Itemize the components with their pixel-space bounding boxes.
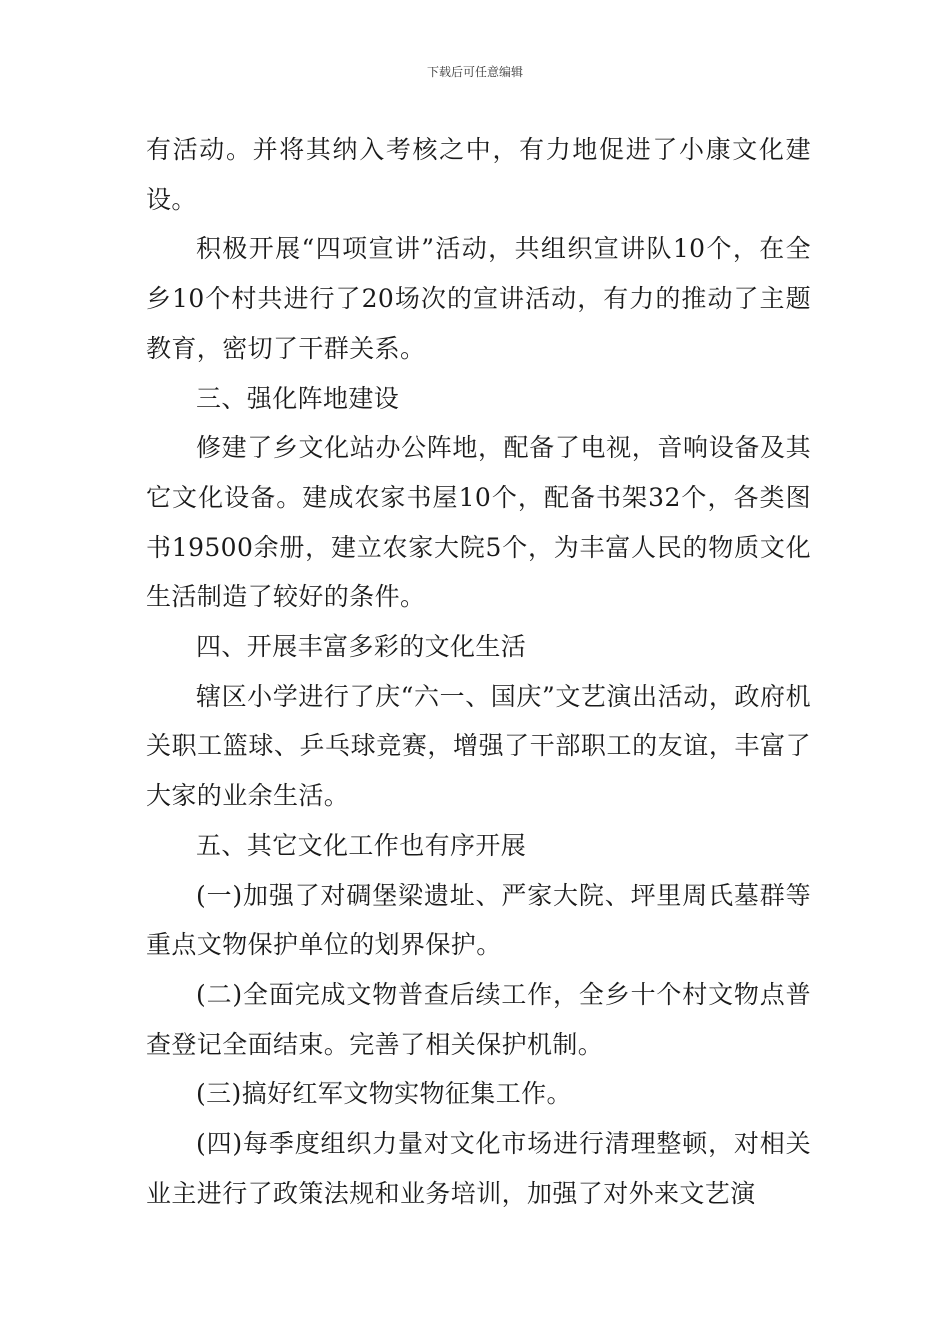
section-heading-3: 三、强化阵地建设 [196, 383, 400, 413]
list-item-3: (三)搞好红军文物实物征集工作。 [196, 1079, 572, 1109]
page-header: 下载后可任意编辑 [426, 65, 523, 79]
paragraph-activities: 辖区小学进行了庆“六一、国庆”文艺演出活动，政府机关职工篮球、乒乓球竞赛，增强了干部职工的友谊，丰富了大家的业余生活。 [146, 681, 811, 811]
paragraph-facilities: 修建了乡文化站办公阵地，配备了电视，音响设备及其它文化设备。建成农家书屋10个，配备书架32个，各类图书19500余册，建立农家大院5个，为丰富人民的物质文化生活制造了较好的条件。 [146, 433, 811, 612]
list-item-1: (一)加强了对碉堡梁遗址、严家大院、坪里周氏墓群等重点文物保护单位的划界保护。 [146, 880, 811, 960]
section-heading-4: 四、开展丰富多彩的文化生活 [196, 632, 527, 662]
paragraph-propaganda: 积极开展“四项宣讲”活动，共组织宣讲队10个，在全乡10个村共进行了20场次的宣讲活动，有力的推动了主题教育，密切了干群关系。 [146, 234, 811, 363]
document-body [146, 125, 811, 1218]
list-item-2: (二)全面完成文物普查后续工作，全乡十个村文物点普查登记全面结束。完善了相关保护机制。 [146, 979, 811, 1059]
paragraph-continuation: 有活动。并将其纳入考核之中，有力地促进了小康文化建设。 [146, 135, 811, 214]
list-item-4: (四)每季度组织力量对文化市场进行清理整顿，对相关业主进行了政策法规和业务培训，加强了对外来文艺演 [146, 1129, 811, 1208]
section-heading-5: 五、其它文化工作也有序开展 [196, 830, 527, 860]
